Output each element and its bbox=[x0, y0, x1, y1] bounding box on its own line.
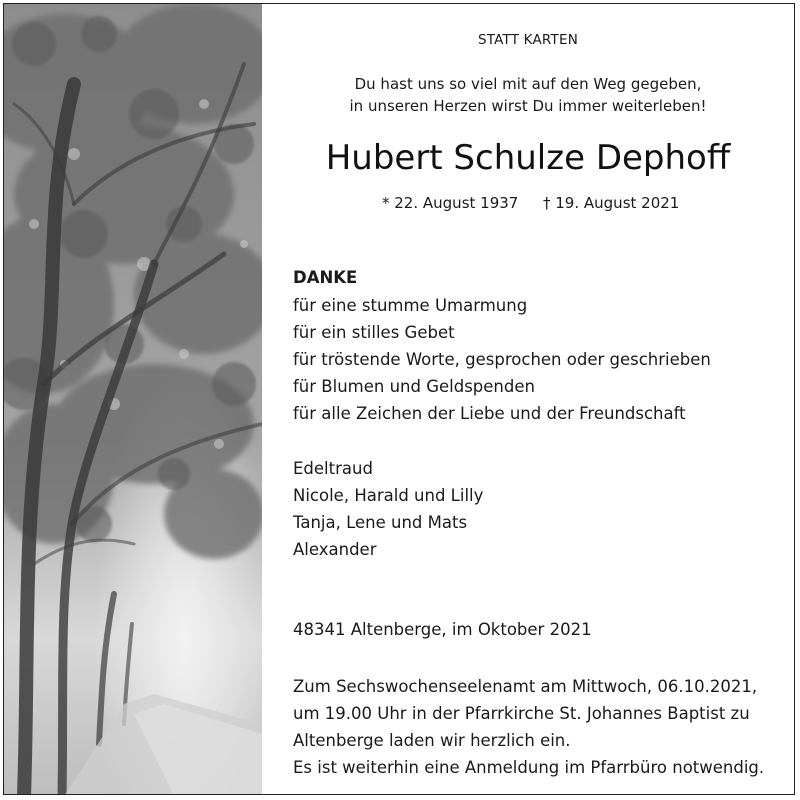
tree-avenue-icon bbox=[4, 4, 262, 795]
family-member: Tanja, Lene und Mats bbox=[293, 513, 468, 532]
quote-line-1: Du hast uns so viel mit auf den Weg gegeben, bbox=[354, 75, 702, 93]
family-member: Nicole, Harald und Lilly bbox=[293, 486, 484, 505]
invitation-line: Zum Sechswochenseelenamt am Mittwoch, 06.10.2021, bbox=[293, 677, 758, 696]
thanks-line: für eine stumme Umarmung bbox=[293, 296, 528, 315]
thanks-line: für Blumen und Geldspenden bbox=[293, 377, 535, 396]
quote-line-2: in unseren Herzen wirst Du immer weiterleben! bbox=[349, 97, 707, 115]
thanks-title: DANKE bbox=[293, 268, 358, 287]
family-member: Alexander bbox=[293, 540, 377, 559]
invitation-line: um 19.00 Uhr in der Pfarrkirche St. Johannes Baptist zu bbox=[293, 704, 750, 723]
deceased-name: Hubert Schulze Dephoff bbox=[325, 138, 731, 178]
statt-karten-label: STATT KARTEN bbox=[477, 32, 579, 48]
tree-avenue-photo bbox=[4, 4, 262, 795]
thanks-line: für ein stilles Gebet bbox=[293, 323, 455, 342]
family-member: Edeltraud bbox=[293, 459, 373, 478]
invitation-line: Altenberge laden wir herzlich ein. bbox=[293, 731, 571, 750]
thanks-line: für tröstende Worte, gesprochen oder geschrieben bbox=[293, 350, 711, 369]
invitation-line: Es ist weiterhin eine Anmeldung im Pfarrbüro notwendig. bbox=[293, 758, 765, 777]
birth-date: * 22. August 1937 bbox=[382, 194, 519, 212]
thanks-line: für alle Zeichen der Liebe und der Freundschaft bbox=[293, 404, 686, 423]
obituary-card bbox=[3, 3, 795, 795]
obituary-text bbox=[262, 4, 794, 794]
place-date: 48341 Altenberge, im Oktober 2021 bbox=[293, 620, 592, 639]
death-date: † 19. August 2021 bbox=[543, 194, 680, 212]
